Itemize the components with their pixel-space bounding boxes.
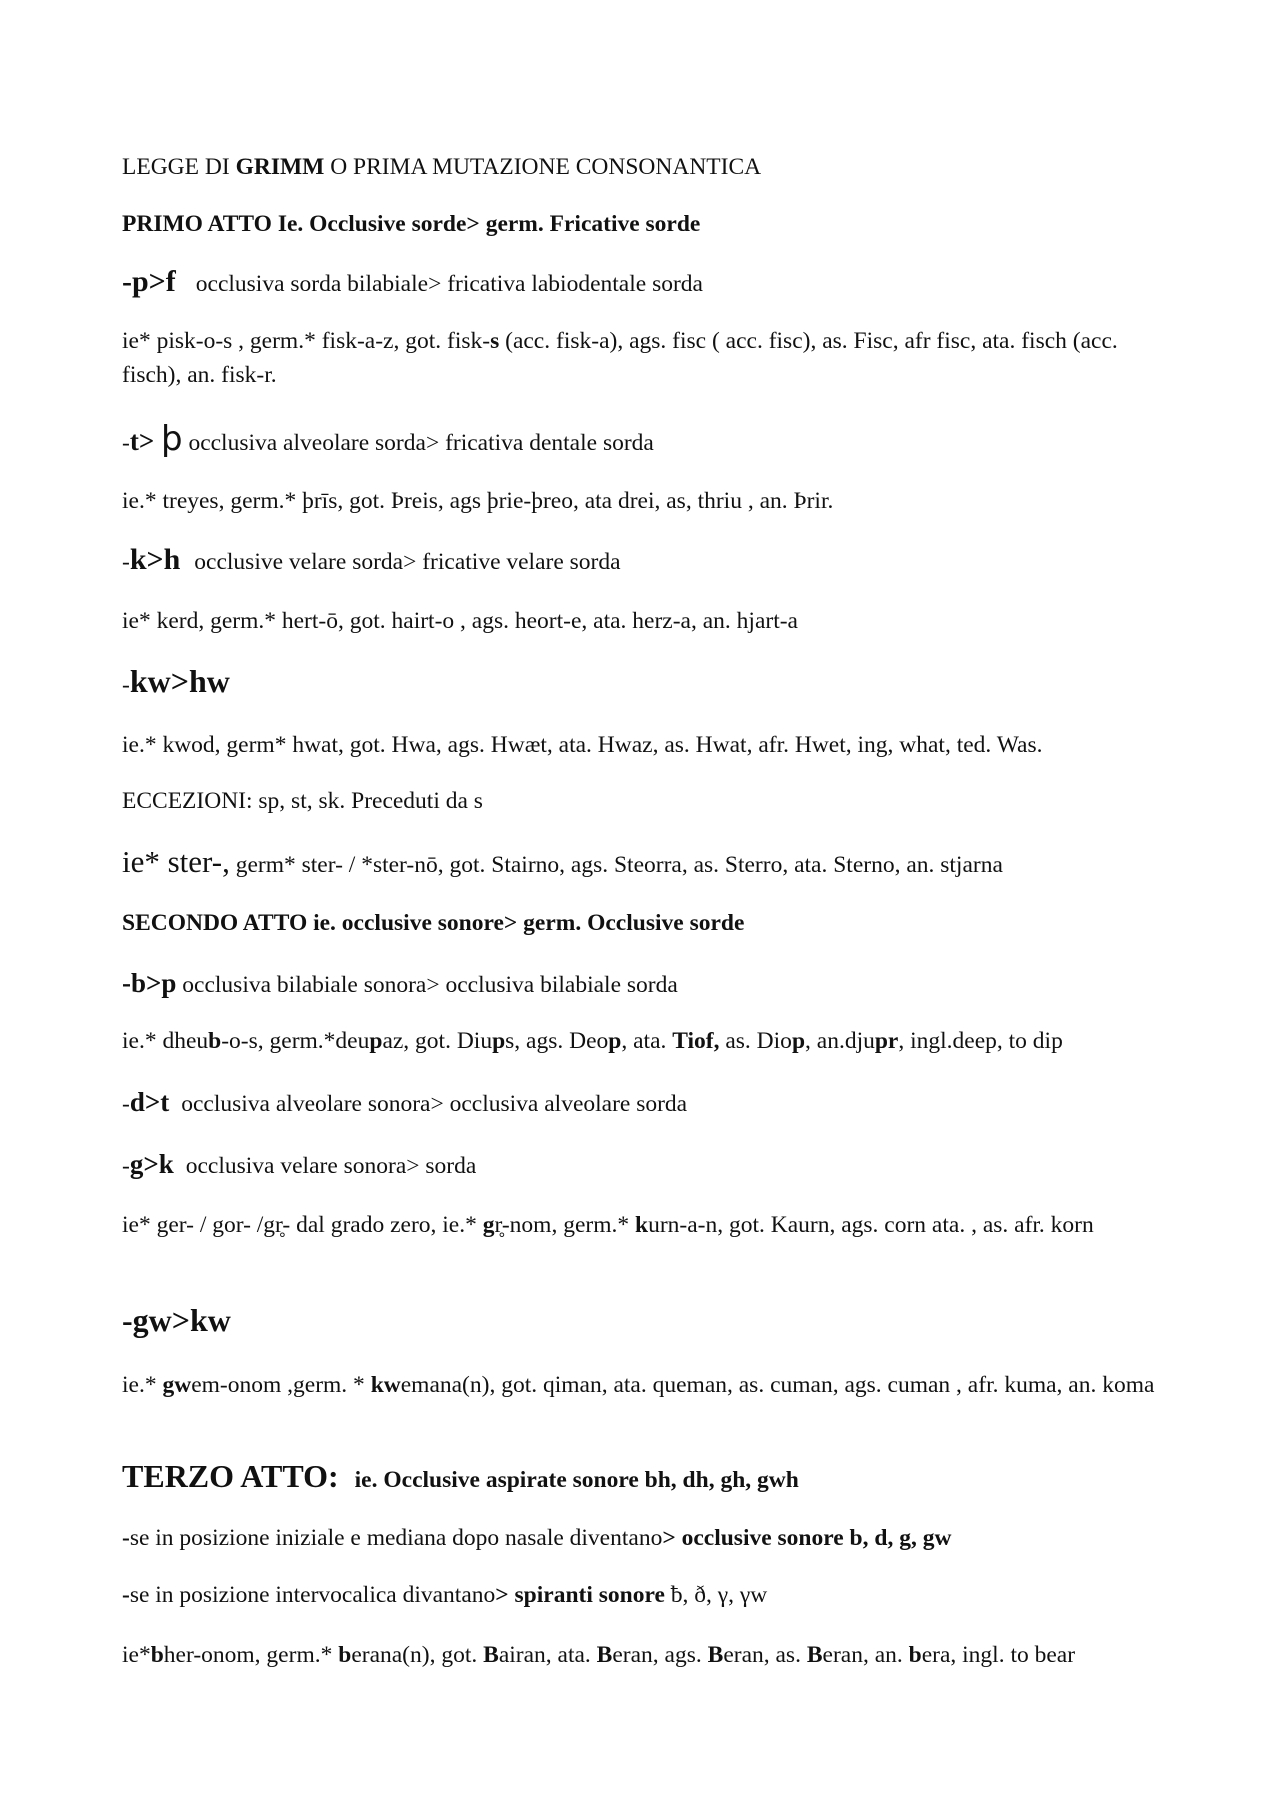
example-bold: p xyxy=(492,1028,506,1054)
example-text: , ingl.deep, to dip xyxy=(898,1028,1063,1054)
example-text: eran, ags. xyxy=(612,1642,708,1668)
example-bold: Tiof, xyxy=(672,1028,720,1054)
example-bold: B xyxy=(806,1642,823,1668)
rule-t-thorn-example xyxy=(122,484,1172,518)
rule-b-p xyxy=(122,966,1172,1002)
rule-d-t-desc: occlusiva alveolare sonora> occlusiva alveolare sorda xyxy=(181,1091,688,1117)
rule-k-h-desc: occlusive velare sorda> fricative velare sorda xyxy=(194,549,621,575)
example-text: em-onom ,germ. * xyxy=(191,1372,371,1398)
rule-dash: - xyxy=(122,672,130,698)
example-text: ie* kerd, germ.* hert-ō, got. hairt-o , ags. heort-e, ata. herz-a, an. hjart-a xyxy=(122,608,798,634)
example-text: s, ags. Deo xyxy=(505,1028,609,1054)
act3-line-bold: > spiranti sonore xyxy=(495,1582,665,1608)
example-text: r̥-nom, germ.* xyxy=(494,1212,635,1238)
example-text: , ata. xyxy=(621,1028,673,1054)
rule-d-t xyxy=(122,1085,1172,1121)
example-text: her-onom, germ.* xyxy=(163,1642,339,1668)
example-bold: p xyxy=(369,1028,383,1054)
example-text: ie.* kwod, germ* hwat, got. Hwa, ags. Hwæt, ata. Hwaz, as. Hwat, afr. Hwet, ing, what, ted. Was. xyxy=(122,732,1043,758)
rule-dash: - xyxy=(122,1091,130,1117)
rule-t-thorn-desc: occlusiva alveolare sorda> fricativa dentale sorda xyxy=(182,430,654,456)
exceptions-text: ECCEZIONI: sp, st, sk. Preceduti da s xyxy=(122,788,483,814)
example-bold: B xyxy=(483,1642,499,1668)
rule-dash: - xyxy=(122,1153,130,1179)
ster-lead: ie* ster-, xyxy=(122,844,230,879)
rule-b-p-label: -b>p xyxy=(122,968,177,998)
example-text: ie.* xyxy=(122,1372,163,1398)
exceptions xyxy=(122,784,1172,818)
example-text: , an.dju xyxy=(805,1028,875,1054)
rule-dash: - xyxy=(122,1525,130,1551)
example-bold: p xyxy=(791,1028,806,1054)
rule-gw-kw xyxy=(122,1303,1172,1341)
title-bold-name: GRIMM xyxy=(235,154,325,180)
rule-g-k-label: g>k xyxy=(129,1149,174,1179)
rule-p-f-desc: occlusiva sorda bilabiale> fricativa labiodentale sorda xyxy=(195,271,703,297)
page-title xyxy=(122,150,1172,184)
example-bold: k xyxy=(634,1212,649,1238)
ster-rest: germ* ster- / *ster-nō, got. Stairno, ags. Steorra, as. Sterro, ata. Sterno, an. stjarna xyxy=(229,852,1003,878)
example-text: emana(n), got. qiman, ata. queman, as. cuman, ags. cuman , afr. kuma, an. koma xyxy=(400,1372,1155,1398)
example-text: ie.* dheu xyxy=(122,1028,209,1054)
rule-g-k-example xyxy=(122,1208,1172,1242)
act1-heading-text: PRIMO ATTO Ie. Occlusive sorde> germ. Fricative sorde xyxy=(122,211,701,237)
example-bold: s xyxy=(490,328,500,354)
example-bold: b xyxy=(208,1028,222,1054)
example-bold: B xyxy=(596,1642,613,1668)
act3-line-symbols: ƀ, ð, γ, γw xyxy=(664,1582,768,1608)
rule-b-p-desc: occlusiva bilabiale sonora> occlusiva bilabiale sorda xyxy=(176,972,678,998)
act3-heading xyxy=(122,1459,1172,1497)
example-text: eran, an. xyxy=(822,1642,909,1668)
rule-g-k xyxy=(122,1147,1172,1183)
example-text: (acc. fisk-a), ags. fisc ( acc. fisc), as. Fisc, afr fisc, ata. fisch (acc. fisch), an. fisk-r. xyxy=(122,328,1118,388)
act3-line-initial xyxy=(122,1521,1172,1555)
example-bold: b xyxy=(150,1642,164,1668)
ster-example xyxy=(122,845,1172,882)
act3-heading-big: TERZO ATTO: xyxy=(122,1458,339,1494)
example-text: eran, as. xyxy=(723,1642,807,1668)
rule-d-t-label: d>t xyxy=(129,1087,170,1117)
example-text: ie* pisk-o-s , germ.* fisk-a-z, got. fisk- xyxy=(122,328,491,354)
example-text: az, got. Diu xyxy=(382,1028,493,1054)
example-text: airan, ata. xyxy=(498,1642,597,1668)
rule-k-h-example xyxy=(122,604,1172,638)
rule-p-f-example xyxy=(122,324,1172,392)
rule-dash: - xyxy=(122,430,130,456)
example-bold: b xyxy=(338,1642,352,1668)
rule-dash: - xyxy=(122,549,130,575)
thorn-glyph: þ xyxy=(160,419,183,459)
example-text: ie* ger- / gor- /gr̥- dal grado zero, ie.* xyxy=(122,1212,483,1238)
example-text: -o-s, germ.*deu xyxy=(221,1028,370,1054)
rule-kw-hw xyxy=(122,664,1172,702)
act2-heading-text: SECONDO ATTO ie. occlusive sonore> germ. Occlusive sorde xyxy=(122,910,745,936)
example-bold: p xyxy=(608,1028,622,1054)
example-bold: g xyxy=(482,1212,495,1238)
rule-kw-hw-example xyxy=(122,728,1172,762)
act3-line-bold: > occlusive sonore b, d, g, gw xyxy=(662,1525,952,1551)
rule-t-thorn xyxy=(122,419,1172,460)
act3-line-text: se in posizione intervocalica divantano xyxy=(129,1582,496,1608)
example-bold: pr xyxy=(874,1028,899,1054)
rule-b-p-example xyxy=(122,1024,1172,1058)
act3-line-intervocalic xyxy=(122,1578,1172,1612)
example-text: era, ingl. to bear xyxy=(921,1642,1076,1668)
example-bold: B xyxy=(707,1642,724,1668)
example-text: ie* xyxy=(122,1642,151,1668)
rule-t-thorn-label: t> xyxy=(129,426,161,456)
example-text: erana(n), got. xyxy=(351,1642,484,1668)
rule-gw-kw-label: -gw>kw xyxy=(122,1302,231,1338)
example-bold: gw xyxy=(162,1372,192,1398)
rule-g-k-desc: occlusiva velare sonora> sorda xyxy=(185,1153,477,1179)
rule-p-f-label: -p>f xyxy=(122,265,176,298)
rule-kw-hw-label: kw>hw xyxy=(129,663,230,699)
act2-heading xyxy=(122,906,1172,940)
title-suffix: O PRIMA MUTAZIONE CONSONANTICA xyxy=(324,154,762,180)
example-text: ie.* treyes, germ.* þrīs, got. Þreis, ags þrie-þreo, ata drei, as, thriu , an. Þrir. xyxy=(122,488,834,514)
rule-p-f xyxy=(122,265,1172,301)
act3-example xyxy=(122,1638,1172,1672)
rule-k-h xyxy=(122,543,1172,579)
example-text: as. Dio xyxy=(719,1028,792,1054)
rule-dash: - xyxy=(122,1582,130,1608)
title-prefix: LEGGE DI xyxy=(122,154,236,180)
example-bold: b xyxy=(908,1642,922,1668)
example-text: urn-a-n, got. Kaurn, ags. corn ata. , as. afr. korn xyxy=(648,1212,1094,1238)
act1-heading xyxy=(122,207,1172,241)
act3-line-text: se in posizione iniziale e mediana dopo nasale diventano xyxy=(129,1525,663,1551)
rule-k-h-label: k>h xyxy=(129,543,181,576)
rule-gw-kw-example xyxy=(122,1368,1172,1402)
example-bold: kw xyxy=(370,1372,401,1398)
act3-heading-rest: ie. Occlusive aspirate sonore bh, dh, gh, gwh xyxy=(354,1467,799,1493)
